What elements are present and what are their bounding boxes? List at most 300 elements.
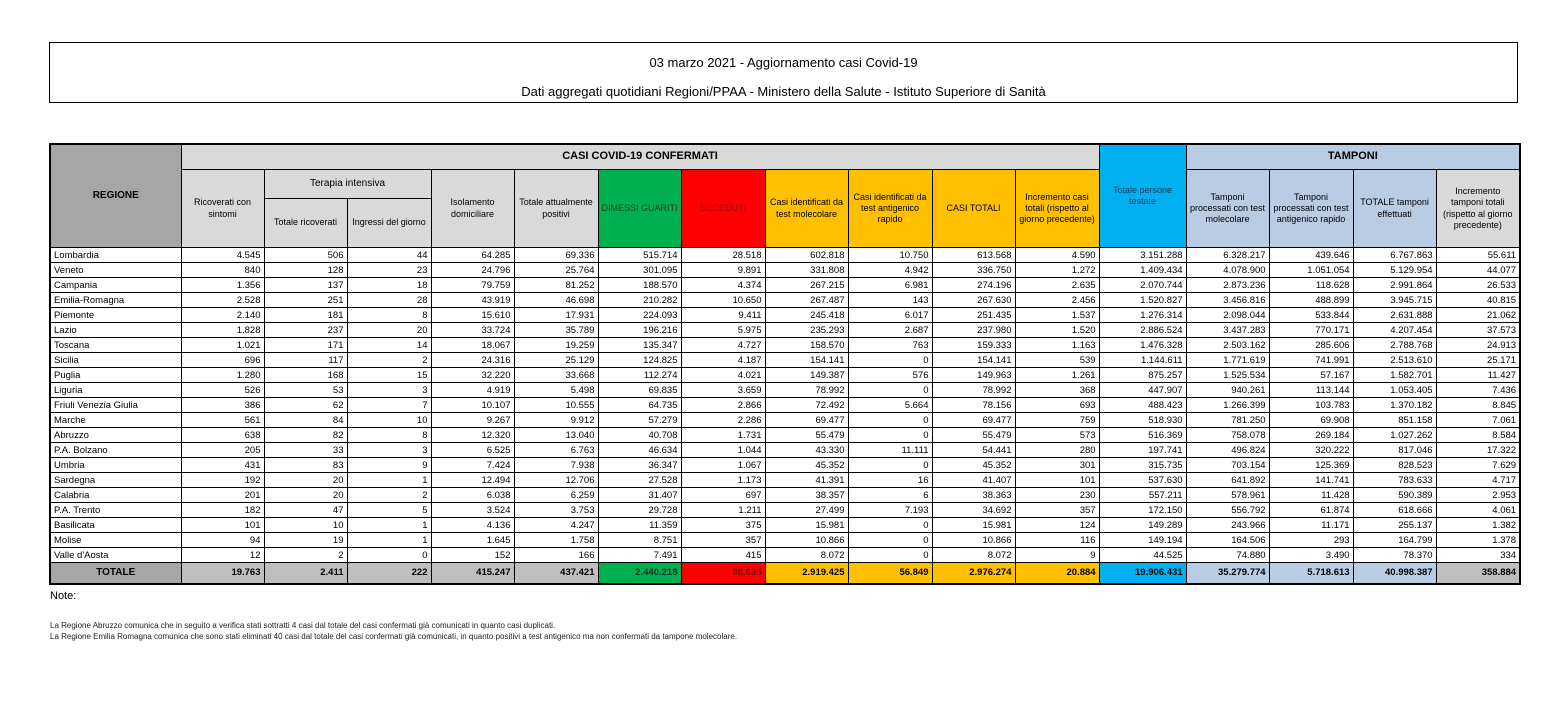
table-row xyxy=(50,518,1520,533)
value-cell: 230 xyxy=(1015,488,1099,503)
value-cell: 54.441 xyxy=(932,443,1015,458)
value-cell: 235.293 xyxy=(765,323,848,338)
value-cell: 693 xyxy=(1015,398,1099,413)
value-cell: 2.070.744 xyxy=(1099,278,1186,293)
value-cell: 2.953 xyxy=(1436,488,1520,503)
value-cell: 164.799 xyxy=(1353,533,1436,548)
value-cell: 78.156 xyxy=(932,398,1015,413)
value-cell: 10 xyxy=(347,413,431,428)
value-cell: 15.981 xyxy=(765,518,848,533)
value-cell: 2.411 xyxy=(264,563,347,584)
banner-casi-confermati: CASI COVID-19 CONFERMATI xyxy=(181,144,1099,170)
value-cell: 11.359 xyxy=(598,518,681,533)
value-cell: 28 xyxy=(347,293,431,308)
value-cell: 55.479 xyxy=(932,428,1015,443)
value-cell: 172.150 xyxy=(1099,503,1186,518)
value-cell: 3.524 xyxy=(431,503,514,518)
value-cell: 2.140 xyxy=(181,308,264,323)
value-cell: 3.753 xyxy=(514,503,598,518)
value-cell: 280 xyxy=(1015,443,1099,458)
value-cell: 2.788.768 xyxy=(1353,338,1436,353)
value-cell: 44.525 xyxy=(1099,548,1186,563)
value-cell: 16 xyxy=(848,473,932,488)
value-cell: 181 xyxy=(264,308,347,323)
header-isolamento-domiciliare: Isolamento domiciliare xyxy=(431,170,514,248)
value-cell: 45.352 xyxy=(765,458,848,473)
value-cell: 7 xyxy=(347,398,431,413)
value-cell: 759 xyxy=(1015,413,1099,428)
value-cell: 2.866 xyxy=(681,398,765,413)
value-cell: 40.708 xyxy=(598,428,681,443)
value-cell: 196.216 xyxy=(598,323,681,338)
value-cell: 40.815 xyxy=(1436,293,1520,308)
value-cell: 64.735 xyxy=(598,398,681,413)
table-row xyxy=(50,353,1520,368)
value-cell: 447.907 xyxy=(1099,383,1186,398)
report-title-line1: 03 marzo 2021 - Aggiornamento casi Covid-19 xyxy=(649,55,918,70)
value-cell: 697 xyxy=(681,488,765,503)
value-cell: 9.891 xyxy=(681,263,765,278)
table-row xyxy=(50,533,1520,548)
value-cell: 7.491 xyxy=(598,548,681,563)
header-terapia-intensiva: Terapia intensiva xyxy=(264,170,431,199)
table-row xyxy=(50,458,1520,473)
value-cell: 590.389 xyxy=(1353,488,1436,503)
value-cell: 0 xyxy=(848,428,932,443)
value-cell: 98.635 xyxy=(681,563,765,584)
value-cell: 188.570 xyxy=(598,278,681,293)
value-cell: 1.378 xyxy=(1436,533,1520,548)
value-cell: 5.129.954 xyxy=(1353,263,1436,278)
value-cell: 488.423 xyxy=(1099,398,1186,413)
value-cell: 38.357 xyxy=(765,488,848,503)
value-cell: 578.961 xyxy=(1186,488,1269,503)
value-cell: 781.250 xyxy=(1186,413,1269,428)
value-cell: 703.154 xyxy=(1186,458,1269,473)
region-cell: Valle d'Aosta xyxy=(50,548,181,563)
value-cell: 8.751 xyxy=(598,533,681,548)
value-cell: 2.631.888 xyxy=(1353,308,1436,323)
value-cell: 2.919.425 xyxy=(765,563,848,584)
value-cell: 0 xyxy=(848,548,932,563)
value-cell: 293 xyxy=(1269,533,1353,548)
value-cell: 0 xyxy=(848,353,932,368)
value-cell: 57.167 xyxy=(1269,368,1353,383)
value-cell: 8.072 xyxy=(932,548,1015,563)
value-cell: 336.750 xyxy=(932,263,1015,278)
value-cell: 269.184 xyxy=(1269,428,1353,443)
value-cell: 2.635 xyxy=(1015,278,1099,293)
value-cell: 23 xyxy=(347,263,431,278)
value-cell: 33.724 xyxy=(431,323,514,338)
value-cell: 556.792 xyxy=(1186,503,1269,518)
value-cell: 2.528 xyxy=(181,293,264,308)
value-cell: 840 xyxy=(181,263,264,278)
value-cell: 506 xyxy=(264,248,347,263)
value-cell: 4.942 xyxy=(848,263,932,278)
value-cell: 1.476.328 xyxy=(1099,338,1186,353)
value-cell: 828.523 xyxy=(1353,458,1436,473)
value-cell: 251 xyxy=(264,293,347,308)
value-cell: 602.818 xyxy=(765,248,848,263)
region-cell: Emilia-Romagna xyxy=(50,293,181,308)
value-cell: 35.789 xyxy=(514,323,598,338)
value-cell: 515.714 xyxy=(598,248,681,263)
value-cell: 1.525.534 xyxy=(1186,368,1269,383)
value-cell: 5.975 xyxy=(681,323,765,338)
value-cell: 1.758 xyxy=(514,533,598,548)
value-cell: 154.141 xyxy=(765,353,848,368)
value-cell: 4.374 xyxy=(681,278,765,293)
value-cell: 518.930 xyxy=(1099,413,1186,428)
value-cell: 6.038 xyxy=(431,488,514,503)
region-cell: Sicilia xyxy=(50,353,181,368)
value-cell: 1.582.701 xyxy=(1353,368,1436,383)
value-cell: 125.369 xyxy=(1269,458,1353,473)
value-cell: 3.945.715 xyxy=(1353,293,1436,308)
value-cell: 35.279.774 xyxy=(1186,563,1269,584)
value-cell: 851.158 xyxy=(1353,413,1436,428)
value-cell: 69.477 xyxy=(932,413,1015,428)
value-cell: 9.912 xyxy=(514,413,598,428)
value-cell: 386 xyxy=(181,398,264,413)
value-cell: 0 xyxy=(848,383,932,398)
table-row xyxy=(50,398,1520,413)
value-cell: 46.698 xyxy=(514,293,598,308)
value-cell: 1.211 xyxy=(681,503,765,518)
value-cell: 237.980 xyxy=(932,323,1015,338)
value-cell: 533.844 xyxy=(1269,308,1353,323)
value-cell: 164.506 xyxy=(1186,533,1269,548)
value-cell: 18 xyxy=(347,278,431,293)
table-header xyxy=(50,144,1520,248)
value-cell: 0 xyxy=(848,458,932,473)
value-cell: 618.666 xyxy=(1353,503,1436,518)
value-cell: 158.570 xyxy=(765,338,848,353)
value-cell: 9.411 xyxy=(681,308,765,323)
value-cell: 82 xyxy=(264,428,347,443)
value-cell: 940.261 xyxy=(1186,383,1269,398)
header-casi-totali: CASI TOTALI xyxy=(932,170,1015,248)
value-cell: 0 xyxy=(347,548,431,563)
table-body xyxy=(50,248,1520,584)
table-row xyxy=(50,278,1520,293)
value-cell: 10.750 xyxy=(848,248,932,263)
region-cell: Marche xyxy=(50,413,181,428)
value-cell: 526 xyxy=(181,383,264,398)
table-row xyxy=(50,338,1520,353)
value-cell: 613.568 xyxy=(932,248,1015,263)
value-cell: 1.144.611 xyxy=(1099,353,1186,368)
value-cell: 1.044 xyxy=(681,443,765,458)
value-cell: 55.479 xyxy=(765,428,848,443)
value-cell: 437.421 xyxy=(514,563,598,584)
value-cell: 11.111 xyxy=(848,443,932,458)
value-cell: 31.407 xyxy=(598,488,681,503)
value-cell: 10.866 xyxy=(765,533,848,548)
value-cell: 12.320 xyxy=(431,428,514,443)
value-cell: 641.892 xyxy=(1186,473,1269,488)
value-cell: 638 xyxy=(181,428,264,443)
region-cell: Veneto xyxy=(50,263,181,278)
value-cell: 69.336 xyxy=(514,248,598,263)
value-cell: 18.067 xyxy=(431,338,514,353)
note-line-abruzzo: La Regione Abruzzo comunica che in seguito a verifica stati sottratti 4 casi dal totale del casi confermati già comunicati in quanto casi duplicati. xyxy=(50,621,556,630)
report-title-line2: Dati aggregati quotidiani Regioni/PPAA - Ministero della Salute - Istituto Superiore di Sanità xyxy=(521,84,1046,99)
value-cell: 488.899 xyxy=(1269,293,1353,308)
value-cell: 357 xyxy=(1015,503,1099,518)
value-cell: 2 xyxy=(347,488,431,503)
value-cell: 20 xyxy=(264,488,347,503)
value-cell: 41.407 xyxy=(932,473,1015,488)
value-cell: 4.207.454 xyxy=(1353,323,1436,338)
table-row xyxy=(50,503,1520,518)
table-row xyxy=(50,368,1520,383)
value-cell: 124.825 xyxy=(598,353,681,368)
value-cell: 415.247 xyxy=(431,563,514,584)
value-cell: 10.555 xyxy=(514,398,598,413)
value-cell: 43.330 xyxy=(765,443,848,458)
value-cell: 1.163 xyxy=(1015,338,1099,353)
value-cell: 135.347 xyxy=(598,338,681,353)
value-cell: 10.107 xyxy=(431,398,514,413)
value-cell: 7.436 xyxy=(1436,383,1520,398)
value-cell: 3.490 xyxy=(1269,548,1353,563)
value-cell: 496.824 xyxy=(1186,443,1269,458)
value-cell: 137 xyxy=(264,278,347,293)
value-cell: 6 xyxy=(848,488,932,503)
value-cell: 557.211 xyxy=(1099,488,1186,503)
value-cell: 817.046 xyxy=(1353,443,1436,458)
value-cell: 1.409.434 xyxy=(1099,263,1186,278)
value-cell: 245.418 xyxy=(765,308,848,323)
table-row xyxy=(50,323,1520,338)
value-cell: 6.767.863 xyxy=(1353,248,1436,263)
value-cell: 12 xyxy=(181,548,264,563)
value-cell: 758.078 xyxy=(1186,428,1269,443)
value-cell: 4.078.900 xyxy=(1186,263,1269,278)
value-cell: 1.537 xyxy=(1015,308,1099,323)
value-cell: 576 xyxy=(848,368,932,383)
value-cell: 0 xyxy=(848,413,932,428)
value-cell: 149.289 xyxy=(1099,518,1186,533)
table-row xyxy=(50,443,1520,458)
value-cell: 57.279 xyxy=(598,413,681,428)
table-row xyxy=(50,263,1520,278)
value-cell: 143 xyxy=(848,293,932,308)
value-cell: 29.728 xyxy=(598,503,681,518)
value-cell: 182 xyxy=(181,503,264,518)
value-cell: 8 xyxy=(347,428,431,443)
region-cell: Molise xyxy=(50,533,181,548)
value-cell: 21.062 xyxy=(1436,308,1520,323)
value-cell: 301.095 xyxy=(598,263,681,278)
table-row xyxy=(50,548,1520,563)
value-cell: 1.828 xyxy=(181,323,264,338)
value-cell: 25.764 xyxy=(514,263,598,278)
value-cell: 46.634 xyxy=(598,443,681,458)
value-cell: 7.629 xyxy=(1436,458,1520,473)
value-cell: 539 xyxy=(1015,353,1099,368)
value-cell: 141.741 xyxy=(1269,473,1353,488)
value-cell: 19 xyxy=(264,533,347,548)
region-cell: Lombardia xyxy=(50,248,181,263)
value-cell: 1.382 xyxy=(1436,518,1520,533)
header-tamponi-molecolare: Tamponi processati con test molecolare xyxy=(1186,170,1269,248)
value-cell: 27.528 xyxy=(598,473,681,488)
value-cell: 320.222 xyxy=(1269,443,1353,458)
value-cell: 192 xyxy=(181,473,264,488)
value-cell: 301 xyxy=(1015,458,1099,473)
value-cell: 81.252 xyxy=(514,278,598,293)
region-cell: Lazio xyxy=(50,323,181,338)
value-cell: 1.520 xyxy=(1015,323,1099,338)
value-cell: 13.040 xyxy=(514,428,598,443)
value-cell: 334 xyxy=(1436,548,1520,563)
value-cell: 15.610 xyxy=(431,308,514,323)
value-cell: 62 xyxy=(264,398,347,413)
value-cell: 1.266.399 xyxy=(1186,398,1269,413)
header-regione: REGIONE xyxy=(50,144,181,248)
value-cell: 43.919 xyxy=(431,293,514,308)
table-row xyxy=(50,383,1520,398)
value-cell: 3.437.283 xyxy=(1186,323,1269,338)
value-cell: 61.874 xyxy=(1269,503,1353,518)
value-cell: 267.215 xyxy=(765,278,848,293)
value-cell: 1.280 xyxy=(181,368,264,383)
value-cell: 6.017 xyxy=(848,308,932,323)
value-cell: 27.499 xyxy=(765,503,848,518)
value-cell: 3.151.288 xyxy=(1099,248,1186,263)
table-row xyxy=(50,473,1520,488)
value-cell: 154.141 xyxy=(932,353,1015,368)
value-cell: 331.808 xyxy=(765,263,848,278)
value-cell: 1.356 xyxy=(181,278,264,293)
value-cell: 25.171 xyxy=(1436,353,1520,368)
value-cell: 11.171 xyxy=(1269,518,1353,533)
value-cell: 2.991.864 xyxy=(1353,278,1436,293)
value-cell: 1.051.054 xyxy=(1269,263,1353,278)
value-cell: 3.456.816 xyxy=(1186,293,1269,308)
value-cell: 1.027.262 xyxy=(1353,428,1436,443)
region-cell: Toscana xyxy=(50,338,181,353)
table-row xyxy=(50,488,1520,503)
value-cell: 537.630 xyxy=(1099,473,1186,488)
value-cell: 25.129 xyxy=(514,353,598,368)
region-cell: P.A. Bolzano xyxy=(50,443,181,458)
value-cell: 94 xyxy=(181,533,264,548)
value-cell: 14 xyxy=(347,338,431,353)
note-line-emilia-romagna: La Regione Emilia Romagna comunica che sono stati eliminati 40 casi dal totale del casi confermati già comunicati, in quanto positivi a test antigenico ma non confermati da tampone molecolare. xyxy=(50,632,738,641)
value-cell: 24.796 xyxy=(431,263,514,278)
value-cell: 4.717 xyxy=(1436,473,1520,488)
value-cell: 201 xyxy=(181,488,264,503)
value-cell: 243.966 xyxy=(1186,518,1269,533)
value-cell: 237 xyxy=(264,323,347,338)
value-cell: 10.866 xyxy=(932,533,1015,548)
value-cell: 103.783 xyxy=(1269,398,1353,413)
value-cell: 6.763 xyxy=(514,443,598,458)
value-cell: 83 xyxy=(264,458,347,473)
value-cell: 47 xyxy=(264,503,347,518)
value-cell: 6.259 xyxy=(514,488,598,503)
value-cell: 19.763 xyxy=(181,563,264,584)
header-ingressi-del-giorno: Ingressi del giorno xyxy=(347,199,431,248)
value-cell: 44 xyxy=(347,248,431,263)
header-incremento-casi: Incremento casi totali (rispetto al giorno precedente) xyxy=(1015,170,1099,248)
region-cell: Piemonte xyxy=(50,308,181,323)
value-cell: 224.093 xyxy=(598,308,681,323)
header-totale-attualmente-positivi: Totale attualmente positivi xyxy=(514,170,598,248)
value-cell: 1.053.405 xyxy=(1353,383,1436,398)
value-cell: 2.456 xyxy=(1015,293,1099,308)
value-cell: 4.187 xyxy=(681,353,765,368)
value-cell: 2.873.236 xyxy=(1186,278,1269,293)
value-cell: 516.369 xyxy=(1099,428,1186,443)
value-cell: 37.573 xyxy=(1436,323,1520,338)
region-cell: Puglia xyxy=(50,368,181,383)
value-cell: 1.370.182 xyxy=(1353,398,1436,413)
value-cell: 36.347 xyxy=(598,458,681,473)
value-cell: 1.173 xyxy=(681,473,765,488)
value-cell: 10.650 xyxy=(681,293,765,308)
table-row xyxy=(50,248,1520,263)
value-cell: 251.435 xyxy=(932,308,1015,323)
value-cell: 72.492 xyxy=(765,398,848,413)
region-cell: Abruzzo xyxy=(50,428,181,443)
header-deceduti: DECEDUTI xyxy=(681,170,765,248)
value-cell: 4.727 xyxy=(681,338,765,353)
covid-data-table xyxy=(49,143,1521,585)
value-cell: 55.611 xyxy=(1436,248,1520,263)
value-cell: 69.477 xyxy=(765,413,848,428)
value-cell: 255.137 xyxy=(1353,518,1436,533)
header-tamponi-antigenico: Tamponi processati con test antigenico rapido xyxy=(1269,170,1353,248)
value-cell: 78.992 xyxy=(765,383,848,398)
value-cell: 149.963 xyxy=(932,368,1015,383)
value-cell: 783.633 xyxy=(1353,473,1436,488)
value-cell: 168 xyxy=(264,368,347,383)
region-cell: Calabria xyxy=(50,488,181,503)
value-cell: 1.645 xyxy=(431,533,514,548)
header-incremento-tamponi: Incremento tamponi totali (rispetto al giorno precedente) xyxy=(1436,170,1520,248)
value-cell: 28.518 xyxy=(681,248,765,263)
value-cell: 274.196 xyxy=(932,278,1015,293)
value-cell: 17.931 xyxy=(514,308,598,323)
value-cell: 101 xyxy=(181,518,264,533)
value-cell: 561 xyxy=(181,413,264,428)
value-cell: 2.503.162 xyxy=(1186,338,1269,353)
region-cell: Liguria xyxy=(50,383,181,398)
value-cell: 5.718.613 xyxy=(1269,563,1353,584)
value-cell: 117 xyxy=(264,353,347,368)
value-cell: 41.391 xyxy=(765,473,848,488)
value-cell: 5 xyxy=(347,503,431,518)
value-cell: 375 xyxy=(681,518,765,533)
value-cell: 15.981 xyxy=(932,518,1015,533)
banner-tamponi: TAMPONI xyxy=(1186,144,1520,170)
value-cell: 1.520.827 xyxy=(1099,293,1186,308)
value-cell: 33 xyxy=(264,443,347,458)
value-cell: 11.427 xyxy=(1436,368,1520,383)
value-cell: 118.628 xyxy=(1269,278,1353,293)
region-cell: P.A. Trento xyxy=(50,503,181,518)
value-cell: 19.906.431 xyxy=(1099,563,1186,584)
value-cell: 171 xyxy=(264,338,347,353)
value-cell: 210.282 xyxy=(598,293,681,308)
value-cell: 149.194 xyxy=(1099,533,1186,548)
value-cell: 19.259 xyxy=(514,338,598,353)
